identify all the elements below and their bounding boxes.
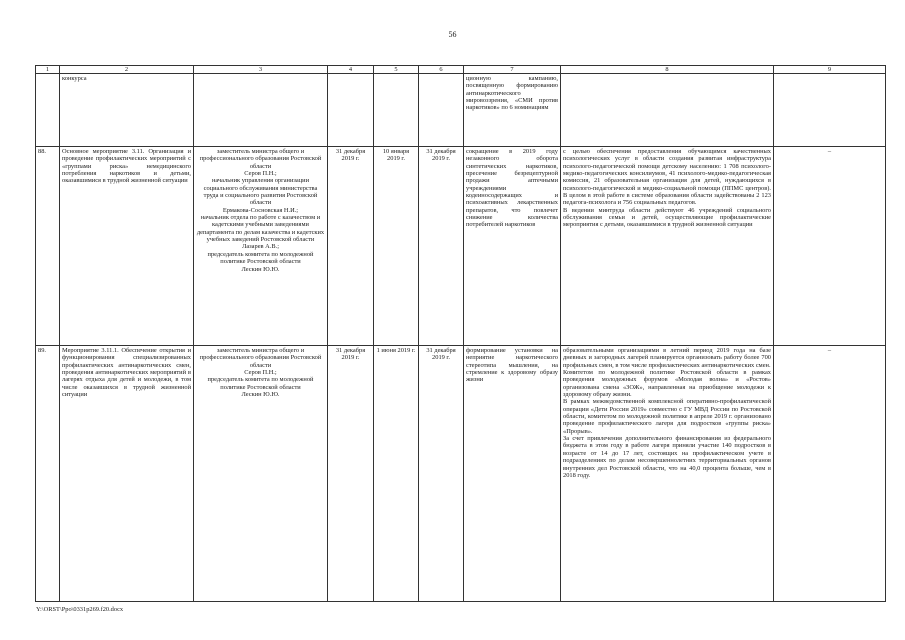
column-number-header (36, 66, 886, 74)
end-date-cell: 1 июня 2019 г. (374, 346, 419, 602)
report-table (35, 65, 886, 602)
column-header: 9 (774, 66, 886, 74)
result-cell: сокращение в 2019 году незаконного оборота синтетических наркотиков, пресечение безрецептурной продажи аптечными учреждениями кодеиносодержащих и психоактивных лекарственных препаратов, что повлечет снижение количества потребителей наркотиков (464, 147, 561, 346)
row-number: 88. (36, 147, 60, 346)
note-cell (774, 74, 886, 147)
end-date-cell: 10 января 2019 г. (374, 147, 419, 346)
column-header: 5 (374, 66, 419, 74)
row-number (36, 74, 60, 147)
event-cell: конкурса (60, 74, 194, 147)
document-file-path: Y:\ORST\Ppo\0331p269.f20.docx (36, 606, 124, 613)
start-date-cell: 31 декабря 2019 г. (328, 147, 374, 346)
event-cell: Мероприятие 3.11.1. Обеспечение открытия и функционирования специализированных профилактических антинаркотических смен, проведения антинаркотических мероприятий в лагерях отдыха для детей и молодежи, в том числе оказавшихся в трудной жизненной ситуации (60, 346, 194, 602)
column-header: 8 (561, 66, 774, 74)
comment-cell: образовательными организациями в летний период 2019 года на базе дневных и загородных лагерей планируется организовать работу более 700 профильных смен, в том числе профилактических антинаркотических смен. Комитетом по молодежной политике Ростовской области в рамках проведения молодежных форумов «Молодая волна» и «Ростов» организована смена «ЗОЖ», направленная на приобщение молодежи к здоровому образу жизни. В рамках межведомственной комплексной оперативно-профилактической операции «Дети России 2019» совместно с ГУ МВД России по Ростовской области, комитетом по молодежной политике в апреле 2019 г. организовано проведение профилактического лагеря для подростков «группы риска» «Прорыв». За счет привлечения дополнительного финансирования из федерального бюджета в этом году в работе лагеря приняли участие 140 подростков в возрасте от 14 до 17 лет, состоящих на профилактическом учете в подразделениях по делам несовершеннолетних территориальных органов внутренних дел Ростовской области, что на 40,0 процента больше, чем в 2018 году. (561, 346, 774, 602)
comment-cell (561, 74, 774, 147)
responsible-cell (194, 74, 328, 147)
actual-date-cell: 31 декабря 2019 г. (419, 147, 464, 346)
page-number: 56 (448, 30, 457, 39)
column-header: 3 (194, 66, 328, 74)
table-row (36, 147, 886, 346)
end-date-cell (374, 74, 419, 147)
table-row (36, 74, 886, 147)
row-number: 89. (36, 346, 60, 602)
table-row (36, 346, 886, 602)
actual-date-cell (419, 74, 464, 147)
comment-cell: с целью обеспечения предоставления обучающимся качественных психологических услуг в области создания развитая инфраструктура психолого-педагогической помощи детскому населению: 1 708 психолого-медико-педагогических консилиумов, 41 психолого-медико-педагогическая комиссия, 21 образовательная организация для детей, нуждающихся в психолого-педагогической и медико-социальной помощи (ППМС центров). В целом в этой работе в системе образования области задействованы 2 123 педагога-психолога и 756 социальных педагогов. В ведении минтруда области действуют 46 учреждений социального обслуживания семьи и детей, осуществляющие профилактические мероприятия с детьми, оказавшимися в трудной жизненной ситуации (561, 147, 774, 346)
column-header: 4 (328, 66, 374, 74)
column-header: 7 (464, 66, 561, 74)
column-header: 1 (36, 66, 60, 74)
column-header: 2 (60, 66, 194, 74)
result-cell: формирование установки на неприятие наркотического стереотипа мышления, на стремление к здоровому образу жизни (464, 346, 561, 602)
start-date-cell (328, 74, 374, 147)
note-cell: – (774, 346, 886, 602)
result-cell: ционную кампанию, посвященную формированию антинаркотического мировоззрения, «СМИ против наркотиков» по 6 номинациям (464, 74, 561, 147)
actual-date-cell: 31 декабря 2019 г. (419, 346, 464, 602)
responsible-cell: заместитель министра общего и профессионального образования Ростовской области Серов П.Н.; председатель комитета по молодежной политике Ростовской области Лескин Ю.Ю. (194, 346, 328, 602)
column-header: 6 (419, 66, 464, 74)
event-cell: Основное мероприятие 3.11. Организация и проведение профилактических мероприятий с «группами риска» немедицинского потребления наркотиков и детьми, оказавшимися в трудной жизненной ситуации (60, 147, 194, 346)
responsible-cell: заместитель министра общего и профессионального образования Ростовской области Серов П.Н.; начальник управления организации социального обслуживания министерства труда и социального развития Ростовской области Ермакова-Сосновская Н.И.; начальник отдела по работе с казачеством и кадетскими учебными заведениями департамента по делам казачества и кадетских учебных заведений Ростовской области Лазарев А.В.; председатель комитета по молодежной политике Ростовской области Лескин Ю.Ю. (194, 147, 328, 346)
note-cell: – (774, 147, 886, 346)
start-date-cell: 31 декабря 2019 г. (328, 346, 374, 602)
